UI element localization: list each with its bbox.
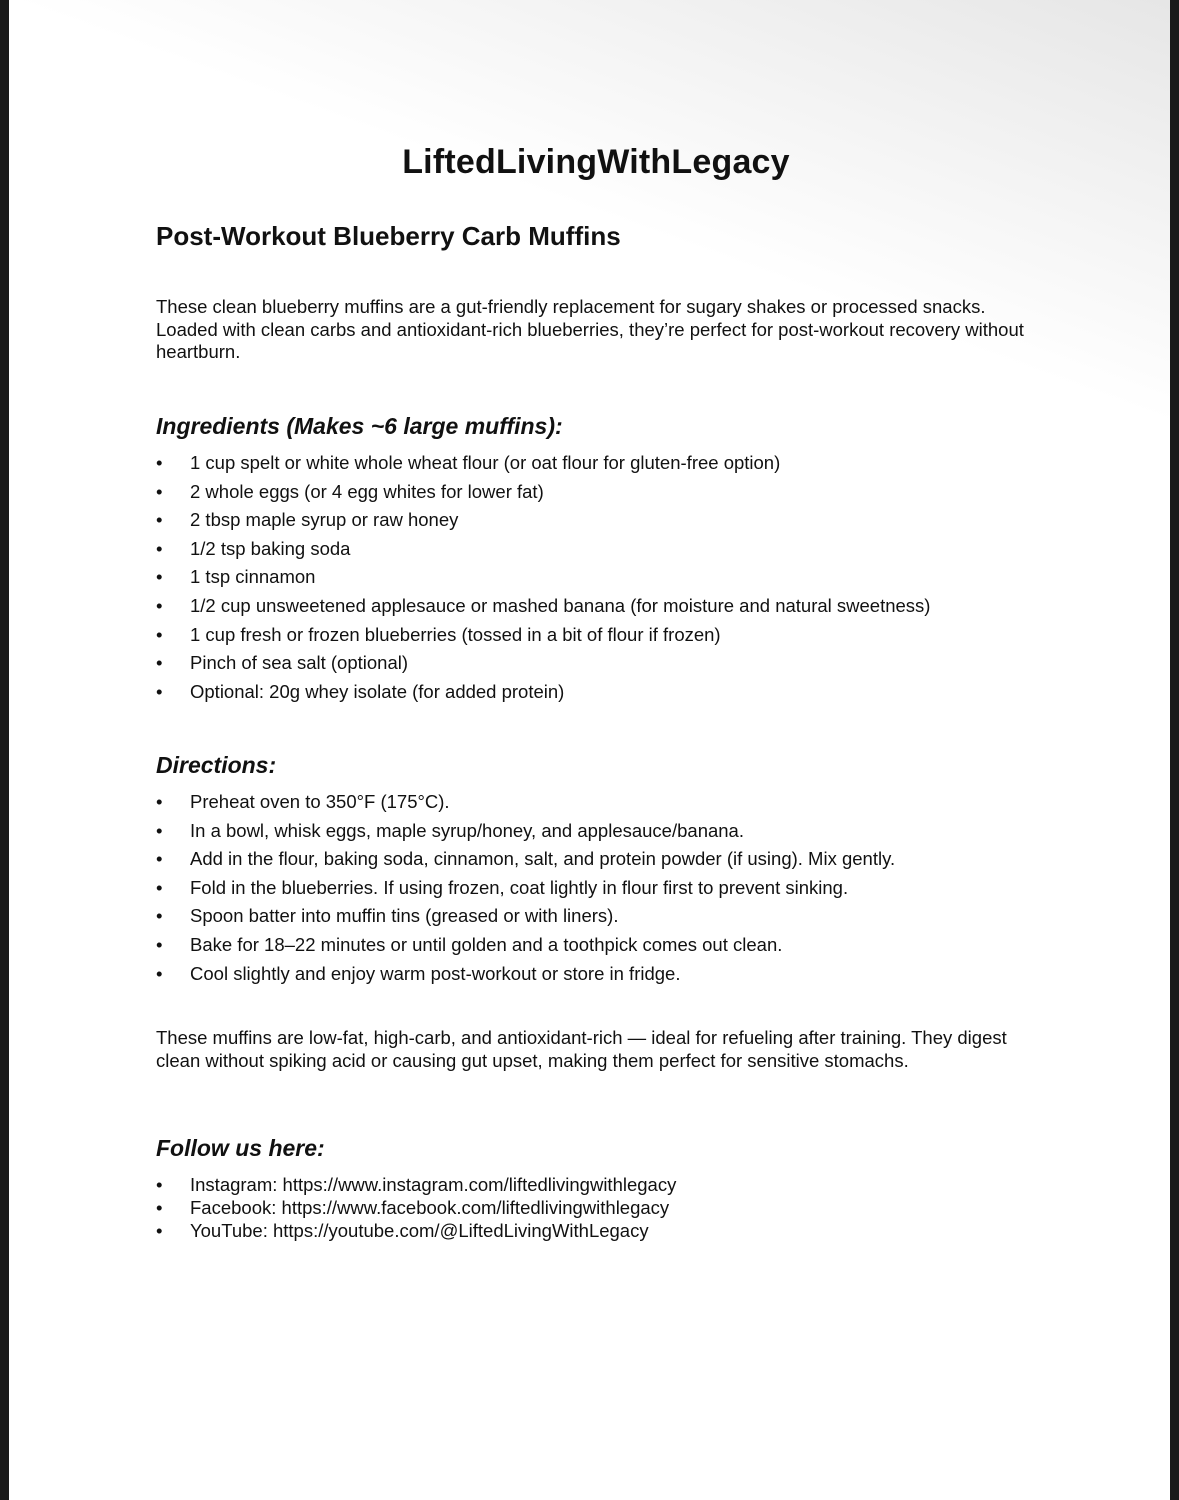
ingredient-item [156, 652, 930, 681]
ingredient-item [156, 566, 930, 595]
bullet-icon: • [156, 848, 163, 870]
bullet-icon: • [156, 1220, 163, 1242]
bullet-icon: • [156, 566, 163, 588]
ingredient-text: Pinch of sea salt (optional) [190, 652, 409, 674]
ingredient-item [156, 681, 930, 710]
ingredient-text: Optional: 20g whey isolate (for added protein) [190, 680, 565, 702]
direction-step [156, 877, 895, 906]
document-page [9, 0, 1170, 1500]
bullet-icon: • [156, 819, 163, 841]
bullet-icon: • [156, 791, 163, 812]
direction-text: Bake for 18–22 minutes or until golden and a toothpick comes out clean. [190, 933, 783, 955]
recipe-title: Post-Workout Blueberry Carb Muffins [156, 221, 621, 251]
ingredient-text: 2 tbsp maple syrup or raw honey [190, 509, 459, 531]
direction-text: Fold in the blueberries. If using frozen, coat lightly in flour first to prevent sinking. [190, 876, 849, 898]
direction-step [156, 820, 895, 849]
bullet-icon: • [156, 680, 163, 702]
ingredient-text: 1 cup fresh or frozen blueberries (tossed in a bit of flour if frozen) [190, 623, 721, 645]
social-link-youtube[interactable] [156, 1220, 676, 1243]
direction-step [156, 791, 895, 820]
closing-paragraph: These muffins are low-fat, high-carb, and antioxidant-rich — ideal for refueling after training. They digest clean without spiking acid or causing gut upset, making them perfect for sensitive stomachs. [156, 1027, 1007, 1071]
social-links-list [156, 1174, 676, 1244]
ingredients-list [156, 452, 930, 709]
ingredient-item [156, 452, 930, 481]
social-link-text[interactable]: Facebook: https://www.facebook.com/liftedlivingwithlegacy [190, 1197, 670, 1219]
direction-text: Cool slightly and enjoy warm post-workout or store in fridge. [190, 962, 681, 984]
direction-text: Spoon batter into muffin tins (greased or with liners). [190, 905, 619, 927]
bullet-icon: • [156, 652, 163, 674]
direction-text: In a bowl, whisk eggs, maple syrup/honey, and applesauce/banana. [190, 819, 744, 841]
social-link-text[interactable]: Instagram: https://www.instagram.com/liftedlivingwithlegacy [190, 1174, 677, 1195]
ingredient-text: 1/2 tsp baking soda [190, 537, 351, 559]
ingredient-item [156, 509, 930, 538]
bullet-icon: • [156, 623, 163, 645]
social-link-facebook[interactable] [156, 1197, 676, 1220]
bullet-icon: • [156, 1174, 163, 1195]
brand-title: LiftedLivingWithLegacy [402, 143, 790, 181]
ingredient-item [156, 624, 930, 653]
direction-step [156, 848, 895, 877]
bullet-icon: • [156, 876, 163, 898]
directions-list [156, 791, 895, 991]
directions-heading: Directions: [156, 752, 277, 778]
ingredient-item [156, 538, 930, 567]
bullet-icon: • [156, 537, 163, 559]
direction-text: Add in the flour, baking soda, cinnamon, salt, and protein powder (if using). Mix gently. [190, 848, 896, 870]
intro-paragraph: These clean blueberry muffins are a gut-friendly replacement for sugary shakes or processed snacks. Loaded with clean carbs and antioxidant-rich blueberries, they’re perfect for post-workout recovery without heartburn. [156, 296, 1024, 362]
bullet-icon: • [156, 962, 163, 984]
direction-step [156, 963, 895, 992]
follow-heading: Follow us here: [156, 1135, 325, 1161]
ingredient-item [156, 595, 930, 624]
bullet-icon: • [156, 509, 163, 531]
bullet-icon: • [156, 905, 163, 927]
ingredient-item [156, 481, 930, 510]
ingredient-text: 2 whole eggs (or 4 egg whites for lower fat) [190, 480, 544, 502]
bullet-icon: • [156, 594, 163, 616]
direction-step [156, 934, 895, 963]
social-link-text[interactable]: YouTube: https://youtube.com/@LiftedLivingWithLegacy [190, 1220, 649, 1242]
bullet-icon: • [156, 480, 163, 502]
social-link-instagram[interactable] [156, 1174, 676, 1197]
ingredients-heading: Ingredients (Makes ~6 large muffins): [156, 413, 563, 439]
ingredient-text: 1 cup spelt or white whole wheat flour (or oat flour for gluten-free option) [190, 452, 781, 473]
direction-text: Preheat oven to 350°F (175°C). [190, 791, 450, 812]
bullet-icon: • [156, 452, 163, 473]
ingredient-text: 1 tsp cinnamon [190, 566, 316, 588]
ingredient-text: 1/2 cup unsweetened applesauce or mashed banana (for moisture and natural sweetness) [190, 594, 931, 616]
direction-step [156, 905, 895, 934]
bullet-icon: • [156, 933, 163, 955]
bullet-icon: • [156, 1197, 163, 1219]
